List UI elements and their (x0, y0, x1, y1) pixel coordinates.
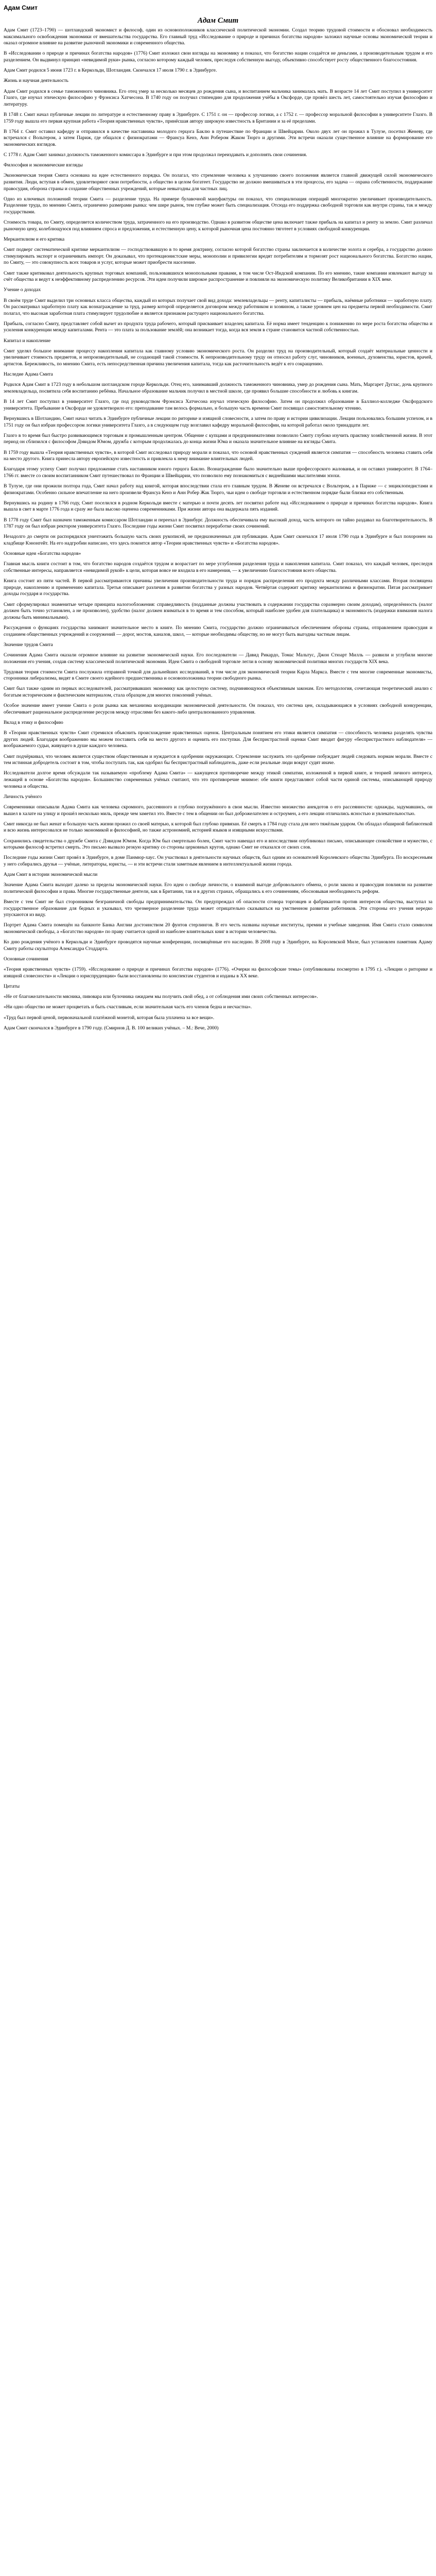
paragraph: Основные сочинения (4, 956, 48, 962)
paragraph: Смит никогда не был женат и большую часть жизни прожил со своей матерью, к которой был глубоко привязан. Её смерть в 1784 году стала для него тяжёлым ударом. Он обладал обширной библиотекой и всю жизнь интересовался не только экономикой и философией, но также астрономией, историей языков и изящными искусствами. (4, 821, 432, 834)
paragraph: В 1759 году вышла «Теория нравственных чувств», в которой Смит исследовал природу морали и показал, что основой нравственных суждений является симпатия — способность человека ставить себя на место другого. Книга принесла автору европейскую известность и привлекла к нему внимание влиятельных людей. (4, 449, 432, 462)
paragraph: Адам Смит родился 5 июня 1723 г. в Керкольди, Шотландия. Скончался 17 июля 1790 г. в Эдинбурге. (4, 67, 217, 74)
paragraph: Личность учёного (4, 793, 42, 800)
paragraph: Трудовая теория стоимости Смита послужила отправной точкой для дальнейших исследований, в том числе для экономической теории Карла Маркса. Вместе с тем многие современные экономисты, сторонники либерализма, видят в Смите своего идейного предшественника и основоположника теории свободного рынка. (4, 669, 432, 682)
paragraph: Глазго в то время был быстро развивающимся торговым и промышленным центром. Общение с купцами и предпринимателями позволило Смиту глубоко изучить практику хозяйственной жизни. В этот период он сблизился с философом Дэвидом Юмом, дружба с которым продолжалась до конца жизни Юма и оказала значительное влияние на взгляды Смита. (4, 432, 432, 445)
paragraph: «Теория нравственных чувств» (1759). «Исследование о природе и причинах богатства народов» (1776). «Очерки на философские темы» (опубликованы посмертно в 1795 г.). «Лекции о риторике и изящной словесности» и «Лекции о юриспруденции» были восстановлены по конспектам студентов и изданы в XX веке. (4, 967, 432, 979)
paragraph: В «Исследовании о природе и причинах богатства народов» (1776) Смит изложил свои взгляды на экономику и показал, что богатство нации создаётся не деньгами, а производительным трудом и его разделением. Он выдвинул принцип «невидимой руки» рынка, согласно которому каждый человек, преследуя собственную выгоду, объективно способствует росту общественного благосостояния. (4, 50, 432, 63)
paragraph: Жизнь и научная деятельность (4, 78, 68, 84)
paragraph: Прибыль, согласно Смиту, представляет собой вычет из продукта труда рабочего, который присваивает владелец капитала. Её норма имеет тенденцию к понижению по мере роста богатства общества и усиления конкуренции между капиталами. Рента — это плата за пользование землёй; она возникает тогда, когда вся земля в стране становится частной собственностью. (4, 320, 432, 333)
paragraph: Последние годы жизни Смит провёл в Эдинбурге, в доме Панмюр-хаус. Он участвовал в деятельности научных обществ, был одним из основателей Королевского общества Эдинбурга. По воскресеньям у него собирались друзья — учёные, литераторы, юристы, — и эти встречи стали заметным явлением в интеллектуальной жизни города. (4, 855, 432, 867)
paragraph: Адам Смит (1723–1790) — шотландский экономист и философ, один из основоположников классической политической экономии. Создал теорию трудовой стоимости и обосновал необходимость максимального освобождения экономики от вмешательства государства. Его главный труд «Исследование о природе и причинах богатства народов» заложил научные основы экономической теории и оказал огромное влияние на развитие рыночной экономики и современного общества. (4, 27, 432, 46)
paragraph: «Ни одно общество не может процветать и быть счастливым, если значительная часть его членов бедна и несчастна». (4, 1004, 252, 1010)
paragraph: Особое значение имеет учение Смита о роли рынка как механизма координации экономической деятельности. Он показал, что система цен, складывающаяся в условиях свободной конкуренции, обеспечивает рациональное распределение ресурсов между отраслями без какого-либо централизованного управления. (4, 703, 432, 715)
paragraph: В «Теории нравственных чувств» Смит стремился объяснить происхождение нравственных оценок. Центральным понятием его этики является симпатия — способность человека разделять чувства других людей. Благодаря воображению мы можем поставить себя на место другого и оценить его поступки. Для беспристрастной оценки Смит вводит фигуру «беспристрастного наблюдателя» — воображаемого судьи, живущего в душе каждого человека. (4, 730, 432, 749)
paragraph: Современники описывали Адама Смита как человека скромного, рассеянного и глубоко погружённого в свои мысли. Известно множество анекдотов о его рассеянности: однажды, задумавшись, он вышел в халате на улицу и прошёл несколько миль, прежде чем заметил это. Вместе с тем в общении он был доброжелателен и остроумен, а его лекции отличались ясностью и увлекательностью. (4, 804, 432, 817)
paragraph: Значение Адама Смита выходит далеко за пределы экономической науки. Его идеи о свободе личности, о взаимной выгоде добровольного обмена, о роли закона и правосудия повлияли на развитие политической философии и права. Многие государственные деятели, как в Британии, так и в других странах, обращались к его сочинениям, обосновывая необходимость реформ. (4, 882, 432, 894)
paragraph: Вернувшись в Шотландию, Смит начал читать в Эдинбурге публичные лекции по риторике и изящной словесности, а затем по праву и истории цивилизации. Лекции пользовались большим успехом, и в 1751 году он был избран профессором логики университета Глазго, а в следующем году возглавил кафедру моральной философии, на которой работал около тринадцати лет. (4, 415, 432, 428)
paragraph: В своём труде Смит выделил три основных класса общества, каждый из которых получает свой вид дохода: землевладельцы — ренту, капиталисты — прибыль, наёмные работники — заработную плату. Он рассматривал заработную плату как вознаграждение за труд, размер которой определяется договором между работником и хозяином, а также уровнем цен на предметы первой необходимости. Смит полагал, что высокая заработная плата стимулирует трудолюбие и является признаком растущего национального богатства. (4, 297, 432, 316)
paragraph: Вместе с тем Смит не был сторонником безграничной свободы предпринимательства. Он предупреждал об опасности сговора торговцев и фабрикантов против интересов общества, выступал за государственное образование для бедных и указывал, что чрезмерное разделение труда может отрицательно сказываться на умственном развитии работников. Эти стороны его учения нередко упускаются из виду. (4, 899, 432, 918)
paragraph: Родился Адам Смит в 1723 году в небольшом шотландском городе Керкольди. Отец его, занимавший должность таможенного чиновника, умер до рождения сына. Мать, Маргарет Дуглас, дочь крупного землевладельца, посвятила себя воспитанию ребёнка. Начальное образование мальчик получил в местной школе, где проявил большие способности и любовь к книгам. (4, 382, 432, 394)
article-title: Адам Смит (197, 16, 239, 25)
paragraph: В 14 лет Смит поступил в университет Глазго, где под руководством Фрэнсиса Хатчесона изучал этическую философию. Затем он продолжил образование в Баллиол-колледже Оксфордского университета. Пребывание в Оксфорде не удовлетворило его: преподавание там велось формально, и большую часть времени Смит посвящал самостоятельному чтению. (4, 399, 432, 411)
paragraph: Смит подверг систематической критике меркантилизм — господствовавшую в то время доктрину, согласно которой богатство страны заключается в количестве золота и серебра, а государство должно стимулировать экспорт и ограничивать импорт. Он доказывал, что протекционистские меры, монополии и привилегии вредят потребителям и тормозят рост национального богатства. Богатство нации, по Смиту, — это совокупность всех товаров и услуг, которые может приобрести население. (4, 247, 432, 266)
paragraph: Смит сформулировал знаменитые четыре принципа налогообложения: справедливость (подданные должны участвовать в содержании государства соразмерно своим доходам), определённость (налог должен быть точно установлен, а не произволен), удобство (налог должен взиматься в то время и тем способом, который наиболее удобен для плательщика) и экономность (издержки взимания налога должны быть минимальными). (4, 601, 432, 620)
paragraph: В Тулузе, где они прожили полтора года, Смит начал работу над книгой, которая впоследствии стала его главным трудом. В Женеве он встречался с Вольтером, а в Париже — с энциклопедистами и физиократами. Особенно сильное впечатление на него произвели Франсуа Кенэ и Анн Робер Жак Тюрго, чьи идеи о свободе торговли и естественном порядке были близки его собственным. (4, 483, 432, 496)
paragraph: Основные идеи «Богатства народов» (4, 551, 81, 557)
paragraph: Главная мысль книги состоит в том, что богатство народов создаётся трудом и возрастает по мере углубления разделения труда и накопления капитала. Смит показал, что каждый человек, преследуя собственные интересы, направляется «невидимой рукой» к цели, которая вовсе не входила в его намерения, — к увеличению благосостояния всего общества. (4, 561, 432, 573)
paragraph: Незадолго до смерти он распорядился уничтожить большую часть своих рукописей, не предназначенных для публикации. Адам Смит скончался 17 июля 1790 года в Эдинбурге и был похоронен на кладбище Кэнонгейт. На его надгробии написано, что здесь покоится автор «Теории нравственных чувств» и «Богатства народов». (4, 534, 432, 547)
paragraph: Рассуждения о функциях государства занимают значительное место в книге. По мнению Смита, государство должно ограничиваться обеспечением обороны страны, отправлением правосудия и созданием общественных учреждений и сооружений — дорог, мостов, каналов, школ, — которые необходимы обществу, но не могут быть выгодны частным лицам. (4, 624, 432, 637)
paragraph: Стоимость товара, по Смиту, определяется количеством труда, затраченного на его производство. Однако в развитом обществе цена включает также прибыль на капитал и ренту за землю. Смит различал рыночную цену, колеблющуюся под влиянием спроса и предложения, и естественную цену, к которой рыночная цена постоянно тяготеет в условиях свободной конкуренции. (4, 219, 432, 232)
paragraph: Значение трудов Смита (4, 641, 53, 648)
paragraph: «Не от благожелательности мясника, пивовара или булочника ожидаем мы получить свой обед, а от соблюдения ими своих собственных интересов». (4, 994, 318, 1000)
paragraph: Смит также критиковал деятельность крупных торговых компаний, пользовавшихся монопольными правами, в том числе Ост-Индской компании. По его мнению, такие компании извлекают выгоду за счёт общества и ведут к неэффективному распределению ресурсов. Эти идеи получили широкое распространение и повлияли на экономическую политику Великобритании в XIX веке. (4, 270, 432, 283)
paragraph: Одно из ключевых положений теории Смита — разделение труда. На примере булавочной мануфактуры он показал, что специализация операций многократно увеличивает производительность. Разделение труда, по мнению Смита, ограничено размерами рынка: чем шире рынок, тем глубже может быть специализация. Отсюда его поддержка свободной торговли как внутри страны, так и между государствами. (4, 196, 432, 215)
paragraph: Адам Смит скончался в Эдинбурге в 1790 году. (Смирнов Д. В. 100 великих учёных. – М.: Вече, 2000) (4, 1025, 219, 1031)
paragraph: Исследователи долгое время обсуждали так называемую «проблему Адама Смита» — кажущееся противоречие между этикой симпатии, изложенной в первой книге, и теорией личного интереса, лежащей в основе «Богатства народов». Большинство современных учёных считают, что это противоречие мнимое: обе книги представляют собой части единой системы, описывающей природу человека и общества. (4, 770, 432, 789)
paragraph: Капитал и накопление (4, 337, 51, 344)
paragraph: Книга состоит из пяти частей. В первой рассматриваются причины увеличения производительности труда и порядок распределения его продукта между различными классами. Вторая посвящена природе, накоплению и применению капитала. Третья описывает различия в развитии богатства у разных народов. Четвёртая содержит критику меркантилизма и физиократии. Пятая рассматривает доходы государя и государства. (4, 578, 432, 597)
article-body (4, 27, 432, 1031)
paragraph: Наследие Адама Смита (4, 371, 53, 378)
paragraph: Портрет Адама Смита помещён на банкноте Банка Англии достоинством 20 фунтов стерлингов. В его честь названы научные институты, премии и учебные заведения. Имя Смита стало символом экономической свободы, а «Богатство народов» по праву считается одной из наиболее влиятельных книг в истории человечества. (4, 922, 432, 935)
paragraph: Цитаты (4, 983, 20, 989)
paragraph: Смит уделял большое внимание процессу накопления капитала как главному условию экономического роста. Он разделял труд на производительный, который создаёт материальные ценности и увеличивает стоимость предметов, и непроизводительный, не создающий такой стоимости. К непроизводительному труду он относил работу слуг, чиновников, военных, духовенства, юристов, врачей, артистов. Бережливость, по мнению Смита, есть непосредственная причина увеличения капитала, тогда как расточительность ведёт к его сокращению. (4, 348, 432, 367)
paragraph: Сочинения Адама Смита оказали огромное влияние на развитие экономической науки. Его последователи — Давид Рикардо, Томас Мальтус, Джон Стюарт Милль — развили и углубили многие положения его учения, создав систему классической политической экономии. Идеи Смита о свободной торговле легли в основу экономической политики многих государств XIX века. (4, 652, 432, 665)
paragraph: Адам Смит в истории экономической мысли (4, 872, 98, 878)
paragraph: «Труд был первой ценой, первоначальной платёжной монетой, которая была уплачена за все вещи». (4, 1014, 215, 1021)
paragraph: Вклад в этику и философию (4, 720, 63, 726)
paragraph: Вернувшись на родину в 1766 году, Смит поселился в родном Керкольди вместе с матерью и почти десять лет посвятил работе над «Исследованием о природе и причинах богатства народов». Книга вышла в свет в марте 1776 года и сразу же была высоко оценена современниками. При жизни автора она выдержала пять изданий. (4, 500, 432, 513)
paragraph: В 1748 г. Смит начал публичные лекции по литературе и естественному праву в Эдинбурге. С 1751 г. он — профессор логики, а с 1752 г. — профессор моральной философии в университете Глазго. В 1759 году вышла его первая крупная работа «Теория нравственных чувств», принёсшая автору широкую известность в Британии и за её пределами. (4, 111, 432, 124)
paragraph: С 1778 г. Адам Смит занимал должность таможенного комиссара в Эдинбурге и при этом продолжал переиздавать и дополнять свои сочинения. (4, 152, 307, 158)
paragraph: Благодаря этому успеху Смит получил предложение стать наставником юного герцога Баклю. Вознаграждение было значительно выше профессорского жалованья, и он оставил университет. В 1764–1766 гг. вместе со своим воспитанником Смит путешествовал по Франции и Швейцарии, что позволило ему познакомиться с виднейшими мыслителями эпохи. (4, 466, 432, 479)
paragraph: В 1778 году Смит был назначен таможенным комиссаром Шотландии и переехал в Эдинбург. Должность обеспечивала ему высокий доход, часть которого он тайно раздавал на благотворительность. В 1787 году он был избран ректором университета Глазго. Последние годы жизни Смит посвятил переработке своих сочинений. (4, 517, 432, 530)
paragraph: Адам Смит родился в семье таможенного чиновника. Его отец умер за несколько месяцев до рождения сына, и воспитанием мальчика занималась мать. В возрасте 14 лет Смит поступил в университет Глазго, где изучал этическую философию у Фрэнсиса Хатчесона. В 1740 году он получил стипендию для продолжения учёбы в Оксфорде, где провёл шесть лет, самостоятельно изучая философию и литературу. (4, 88, 432, 107)
paragraph: Философия и экономические взгляды (4, 162, 83, 168)
paragraph: Ко дню рождения учёного в Керкольди и Эдинбурге проводятся научные конференции, посвящённые его наследию. В 2008 году в Эдинбурге, на Королевской Миле, был установлен памятник Адаму Смиту работы скульптора Александра Стоддарта. (4, 939, 432, 952)
paragraph: Меркантилизм и его критика (4, 236, 65, 242)
paragraph: Учение о доходах (4, 287, 41, 293)
page-header-title: Адам Смит (4, 4, 38, 11)
paragraph: Смит был также одним из первых исследователей, рассматривавших экономику как целостную систему, подчиняющуюся объективным законам. Его методология, сочетающая теоретический анализ с богатым историческим и фактическим материалом, стала образцом для многих поколений учёных. (4, 686, 432, 699)
paragraph: Экономическая теория Смита основана на идее естественного порядка. Он полагал, что стремление человека к улучшению своего положения является главной движущей силой экономического развития. Люди, вступая в обмен, удовлетворяют свои потребности, а общество в целом богатеет. Государство не должно вмешиваться в эти процессы, его задача — охрана собственности, поддержание правосудия, оборона страны и создание общественных учреждений, которые невыгодны для частных лиц. (4, 173, 432, 192)
paragraph: Смит подчёркивал, что человек является существом общественным и нуждается в одобрении окружающих. Стремление заслужить это одобрение побуждает людей следовать нормам морали. Вместе с тем истинная добродетель состоит в том, чтобы поступать так, как одобрил бы беспристрастный наблюдатель, даже если реальные люди вокруг судят иначе. (4, 753, 432, 766)
paragraph: Сохранились свидетельства о дружбе Смита с Дэвидом Юмом. Когда Юм был смертельно болен, Смит часто навещал его и впоследствии опубликовал письмо, описывающее спокойствие и мужество, с которыми философ встретил смерть. Это письмо вызвало резкую критику со стороны церковных кругов, однако Смит не отказался от своих слов. (4, 838, 432, 851)
document-page (0, 0, 436, 1031)
paragraph: В 1764 г. Смит оставил кафедру и отправился в качестве наставника молодого герцога Баклю в путешествие по Франции и Швейцарии. Около двух лет он прожил в Тулузе, посетил Женеву, где встречался с Вольтером, а затем Париж, где общался с физиократами — Франсуа Кенэ, Анн Робером Жаком Тюрго и другими. Эти встречи оказали существенное влияние на формирование его экономических взглядов. (4, 128, 432, 147)
